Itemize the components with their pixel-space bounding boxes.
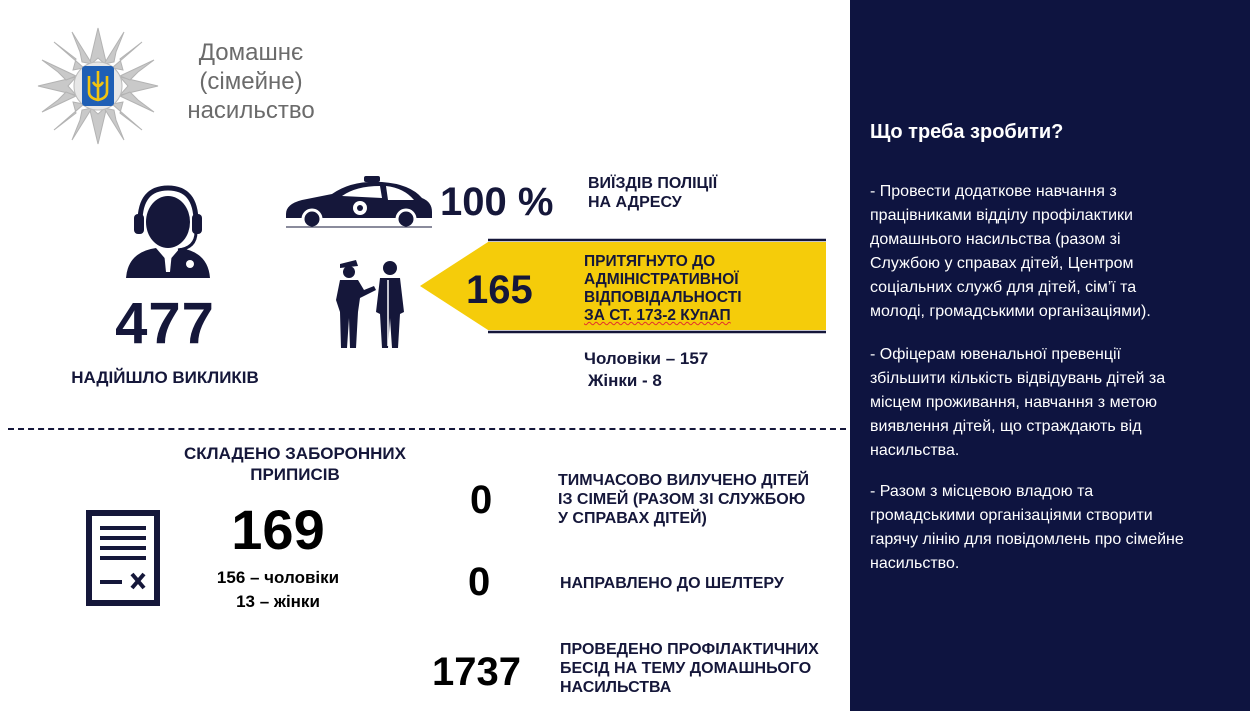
police-trips-label [588,174,768,212]
panel-paragraph [870,480,1230,576]
label-line: ПРИПИСІВ [250,465,340,484]
police-trips-percent: 100 % [440,180,554,224]
orders-men: 156 – чоловіки [216,568,340,587]
paragraph-line: виявлення дітей, що страждають від [870,418,1142,435]
calls-label: НАДІЙШЛО ВИКЛИКІВ [71,368,259,387]
administrative-label [584,253,824,325]
label-line: СКЛАДЕНО ЗАБОРОННИХ [184,444,406,463]
paragraph-line: - Офіцерам ювенальної превенції [870,346,1121,363]
paragraph-line: громадськими організаціями створити [870,507,1153,524]
title-line: Домашнє [198,39,304,66]
orders-count: 169 [231,498,325,561]
shelter-count: 0 [468,560,491,604]
label-line: ПРИТЯГНУТО ДО [584,253,716,270]
label-line: У СПРАВАХ ДІТЕЙ) [558,510,707,527]
children-removed-count: 0 [470,478,493,522]
label-line: БЕСІД НА ТЕМУ ДОМАШНЬОГО [560,660,812,677]
label-line: НАСИЛЬСТВА [560,679,672,696]
paragraph-line: насильства. [870,442,960,459]
paragraph-line: працівниками відділу профілактики [870,207,1133,224]
paragraph-line: - Разом з місцевою владою та [870,483,1094,500]
police-officer-icon [330,256,410,350]
panel-paragraph [870,343,1230,463]
paragraph-line: місцем проживання, навчання з метою [870,394,1157,411]
paragraph-line: насильство. [870,555,960,572]
paragraph-line: Службою у справах дітей, Центром [870,255,1134,272]
orders-women: 13 – жінки [236,592,320,611]
title-line: (сімейне) [199,68,303,95]
prevention-talks-count: 1737 [432,650,521,694]
label-line: ТИМЧАСОВО ВИЛУЧЕНО ДІТЕЙ [558,472,810,489]
label-line: ВИЇЗДІВ ПОЛІЦІЇ [588,175,718,192]
label-line: НА АДРЕСУ [588,194,682,211]
label-line: НАПРАВЛЕНО ДО ШЕЛТЕРУ [560,575,784,592]
administrative-count: 165 [466,268,533,312]
panel-heading: Що треба зробити? [870,121,1064,143]
administrative-women: Жінки - 8 [588,371,662,390]
headset-operator-icon [118,182,218,282]
prevention-talks-label [560,640,845,697]
label-line: АДМІНІСТРАТИВНОЇ [584,271,739,288]
children-removed-label [558,471,838,528]
calls-count: 477 [115,291,215,356]
paragraph-line: домашнього насильства (разом зі [870,231,1121,248]
shelter-label [560,574,840,593]
panel-paragraph [870,180,1230,324]
paragraph-line: - Провести додаткове навчання з [870,183,1117,200]
police-logo-icon [36,26,160,146]
page-title [176,38,326,125]
paragraph-line: збільшити кількість відвідувань дітей за [870,370,1166,387]
title-line: насильство [187,97,315,124]
orders-label [160,443,430,485]
label-line: ІЗ СІМЕЙ (РАЗОМ ЗІ СЛУЖБОЮ [558,491,806,508]
dashed-divider [8,428,846,430]
label-line: ПРОВЕДЕНО ПРОФІЛАКТИЧНИХ [560,641,819,658]
paragraph-line: соціальних служб для дітей, сім’ї та [870,279,1137,296]
police-car-icon [282,174,436,230]
paragraph-line: гарячу лінію для повідомлень про сімейне [870,531,1184,548]
administrative-men: Чоловіки – 157 [584,349,709,368]
label-line: ЗА СТ. 173-2 КУпАП [584,307,731,324]
document-icon [86,510,160,606]
label-line: ВІДПОВІДАЛЬНОСТІ [584,289,742,306]
paragraph-line: молоді, громадськими організаціями). [870,303,1151,320]
